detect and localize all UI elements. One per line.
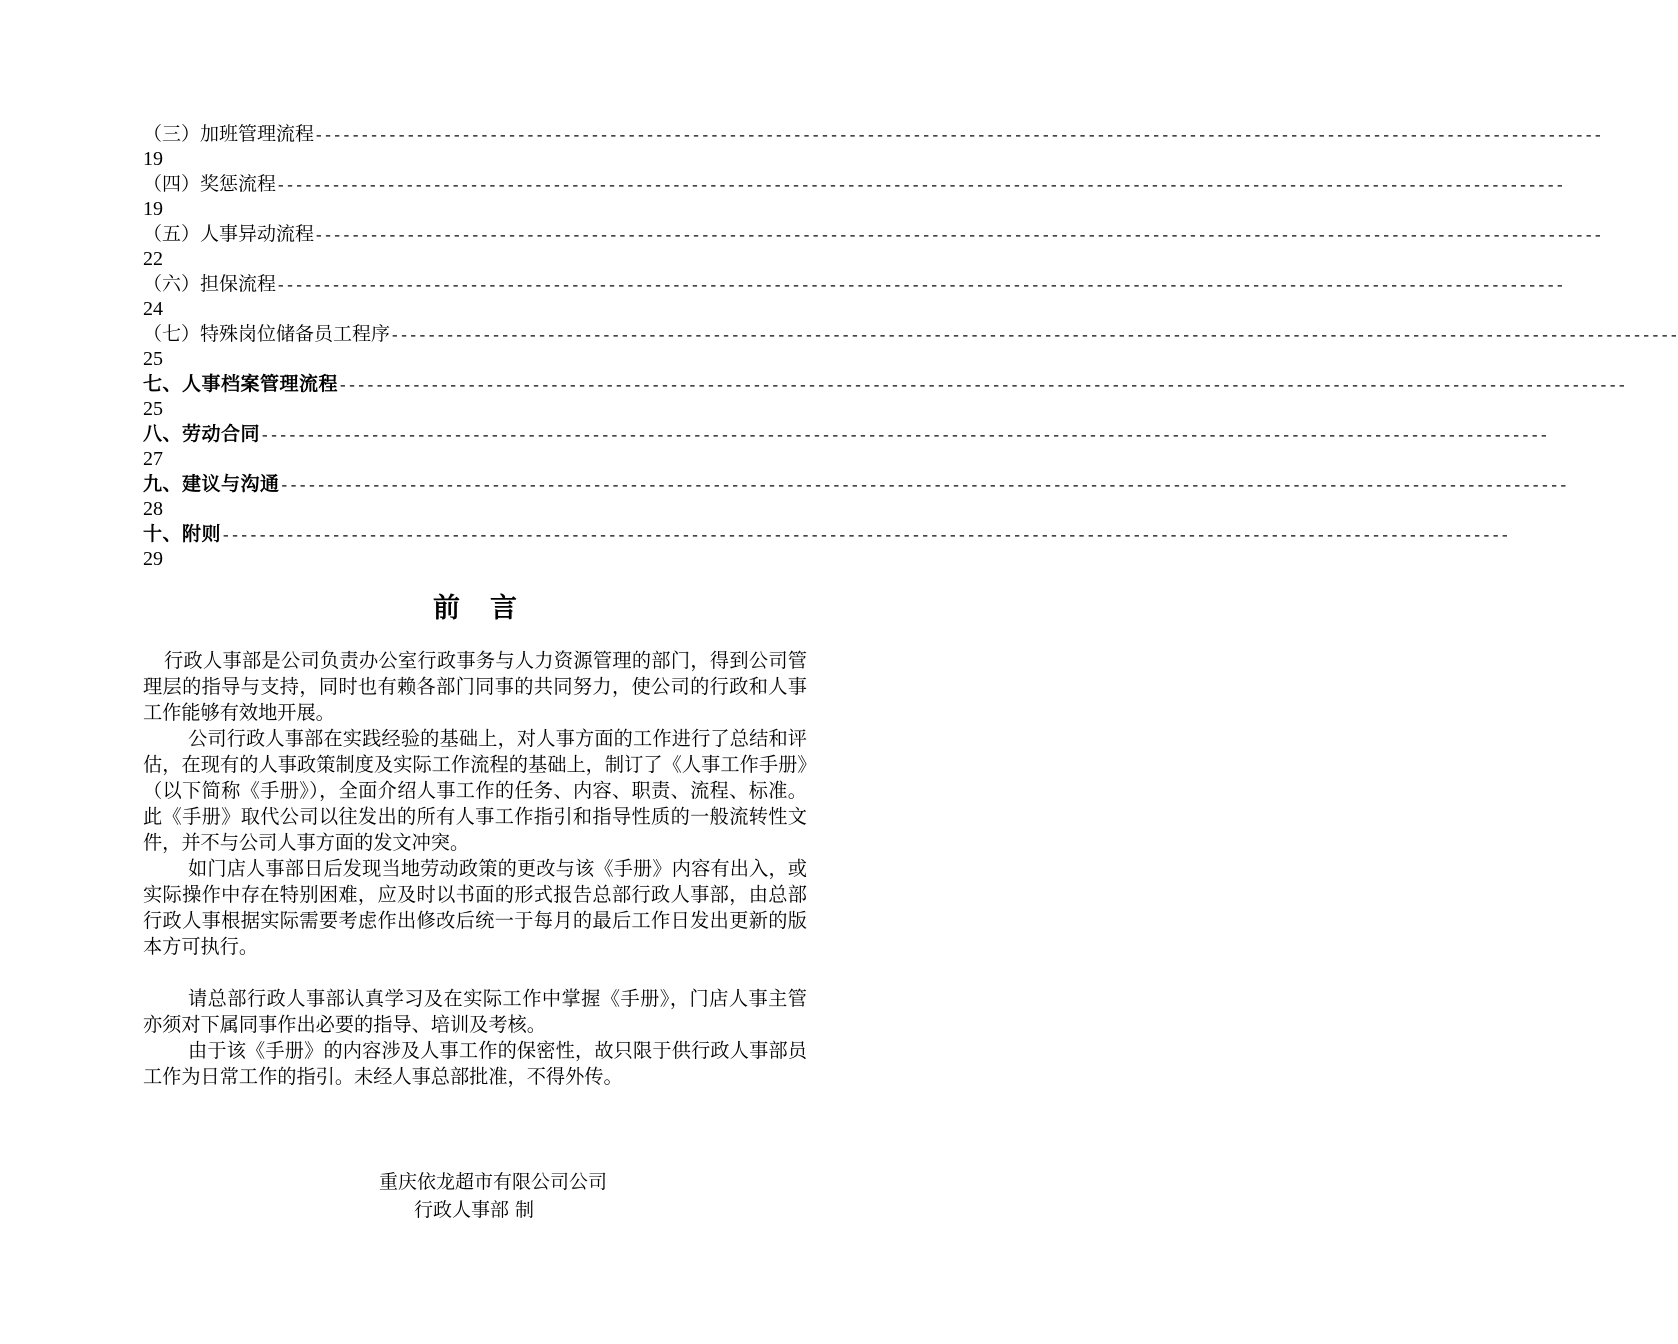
toc-entry [143, 322, 1678, 372]
toc-entry-page: 28 [143, 498, 163, 520]
table-of-contents [143, 122, 1678, 572]
toc-leader: -------------------------------------------------------------------------------------------------------------------------------------------- [221, 527, 1510, 545]
toc-leader: -------------------------------------------------------------------------------------------------------------------------------------------- [314, 127, 1603, 145]
toc-entry-title: 八、劳动合同 [143, 423, 261, 445]
paragraph: 公司行政人事部在实践经验的基础上，对人事方面的工作进行了总结和评估，在现有的人事政策制度及实际工作流程的基础上，制订了《人事工作手册》（以下简称《手册》），全面介绍人事工作的任务、内容、职责、流程、标准。此《手册》取代公司以往发出的所有人事工作指引和指导性质的一般流转性文件，并不与公司人事方面的发文冲突。 [143, 727, 807, 854]
paragraph-spacer [143, 960, 807, 986]
toc-leader: -------------------------------------------------------------------------------------------------------------------------------------------- [276, 277, 1565, 295]
company-name: 重庆依龙超市有限公司公司 [379, 1171, 608, 1193]
toc-leader: -------------------------------------------------------------------------------------------------------------------------------------------- [260, 427, 1549, 445]
toc-entry-title: 七、人事档案管理流程 [143, 373, 339, 395]
toc-entry-page: 22 [143, 248, 163, 270]
toc-entry-page: 29 [143, 548, 163, 570]
toc-entry-page: 25 [143, 348, 163, 370]
toc-entry-page: 19 [143, 198, 163, 220]
toc-entry [143, 172, 1565, 222]
toc-entry [143, 472, 1568, 522]
toc-entry [143, 522, 1510, 572]
paragraph: 如门店人事部日后发现当地劳动政策的更改与该《手册》内容有出入，或实际操作中存在特别困难，应及时以书面的形式报告总部行政人事部，由总部行政人事根据实际需要考虑作出修改后统一于每月的最后工作日发出更新的版本方可执行。 [143, 857, 807, 958]
toc-leader: -------------------------------------------------------------------------------------------------------------------------------------------- [276, 177, 1565, 195]
toc-entry-title: （四）奖惩流程 [143, 173, 277, 195]
section-heading: 前言 [433, 593, 547, 624]
toc-entry-page: 27 [143, 448, 163, 470]
toc-entry [143, 222, 1603, 272]
toc-entry [143, 372, 1627, 422]
department-name: 行政人事部 制 [414, 1199, 535, 1221]
toc-entry-title: 九、建议与沟通 [143, 473, 280, 495]
paragraph: 请总部行政人事部认真学习及在实际工作中掌握《手册》，门店人事主管亦须对下属同事作出必要的指导、培训及考核。 [143, 987, 807, 1036]
paragraph: 行政人事部是公司负责办公室行政事务与人力资源管理的部门，得到公司管理层的指导与支持，同时也有赖各部门同事的共同努力，使公司的行政和人事工作能够有效地开展。 [143, 649, 807, 724]
toc-entry-title: （三）加班管理流程 [143, 123, 315, 145]
toc-entry-title: 十、附则 [143, 523, 222, 545]
toc-leader: -------------------------------------------------------------------------------------------------------------------------------------------- [279, 477, 1568, 495]
toc-leader: -------------------------------------------------------------------------------------------------------------------------------------------- [338, 377, 1627, 395]
toc-entry-page: 19 [143, 148, 163, 170]
preface-body [143, 648, 807, 1090]
toc-leader: -------------------------------------------------------------------------------------------------------------------------------------------- [314, 227, 1603, 245]
toc-entry-page: 24 [143, 298, 163, 320]
toc-entry [143, 422, 1549, 472]
toc-leader: -------------------------------------------------------------------------------------------------------------------------------------------- [390, 327, 1678, 345]
toc-entry-title: （六）担保流程 [143, 273, 277, 295]
toc-entry-title: （七）特殊岗位储备员工程序 [143, 323, 391, 345]
toc-entry [143, 272, 1565, 322]
toc-entry [143, 122, 1603, 172]
paragraph: 由于该《手册》的内容涉及人事工作的保密性，故只限于供行政人事部员工作为日常工作的指引。未经人事总部批准，不得外传。 [143, 1039, 807, 1088]
toc-entry-page: 25 [143, 398, 163, 420]
signature-block [379, 1168, 607, 1224]
toc-entry-title: （五）人事异动流程 [143, 223, 315, 245]
